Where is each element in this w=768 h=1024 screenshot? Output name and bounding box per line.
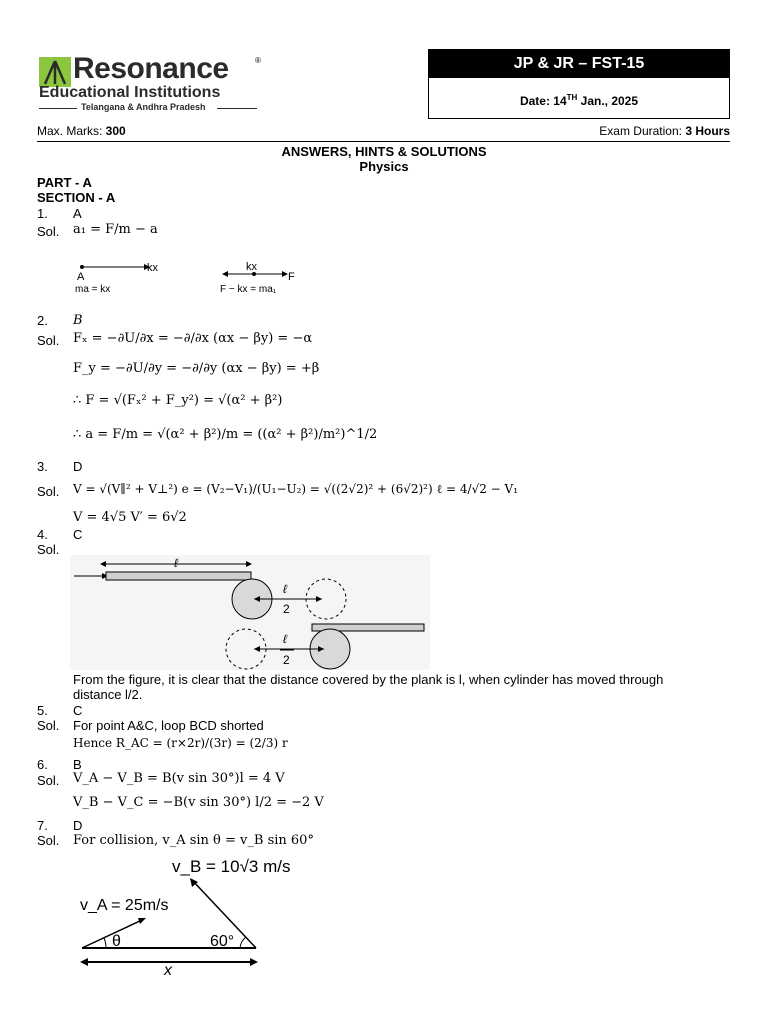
logo (39, 54, 264, 114)
q4-frac1-den: 2 (283, 602, 290, 616)
q3-number: 3. (37, 459, 48, 474)
q4-plank-cylinder-diagram (70, 555, 430, 670)
q6-sol-label: Sol. (37, 773, 60, 788)
q4-plank-top (106, 572, 251, 580)
q6-answer: B (73, 757, 82, 772)
subject-title: Physics (359, 159, 409, 174)
q3-answer: D (73, 459, 83, 474)
q1-answer: A (73, 206, 82, 221)
q7-answer: D (73, 818, 83, 833)
logo-line2: Telangana & Andhra Pradesh (81, 102, 206, 112)
q2-line4: ∴ a = F/m = √(α² + β²)/m = ((α² + β²)/m²)^1/2 (73, 427, 378, 442)
q4-answer: C (73, 527, 83, 542)
logo-divider-right (217, 108, 257, 109)
test-date (429, 78, 729, 121)
section-title: SECTION - A (37, 190, 116, 205)
q1-label-a: A (77, 271, 85, 283)
q2-number: 2. (37, 313, 48, 328)
max-marks-label: Max. Marks: (37, 124, 106, 138)
q1-kx-right: kx (246, 261, 257, 273)
q4-number: 4. (37, 527, 48, 542)
max-marks (37, 124, 126, 138)
q7-x-label: x (164, 962, 172, 979)
q7-va-label: v_A = 25m/s (80, 897, 169, 914)
logo-word: Resonance (73, 52, 229, 85)
q5-sol-label: Sol. (37, 718, 60, 733)
logo-divider-left (39, 108, 77, 109)
q6-number: 6. (37, 757, 48, 772)
q1-eq-right: F − kx = ma₁ (220, 284, 277, 295)
duration-value: 3 Hours (685, 124, 730, 138)
max-marks-value: 300 (105, 124, 126, 138)
q6-line1: V_A − V_B = B(v sin 30°)l = 4 V (73, 771, 285, 786)
q1-label-f: F (288, 271, 295, 283)
logo-line1: Educational Institutions (39, 84, 221, 101)
q3-line2: V = 4√5 V′ = 6√2 (73, 510, 187, 525)
q4-text1: From the figure, it is clear that the distance covered by the plank is l, when cylinder has moved through (73, 672, 664, 687)
exam-duration (599, 124, 730, 138)
q7-theta: θ (112, 933, 121, 950)
q4-sol-label: Sol. (37, 542, 60, 557)
q3-line1: V = √(V∥² + V⊥²) e = (V₂−V₁)/(U₁−U₂) = √((2√2)² + (6√2)²) ℓ = 4/√2 − V₁ (73, 482, 519, 496)
q1-kx-left: kx (147, 262, 158, 274)
q7-angle-60: 60° (210, 933, 235, 950)
q4-text2: distance l/2. (73, 687, 143, 702)
part-title: PART - A (37, 175, 92, 190)
q7-sol-label: Sol. (37, 833, 60, 848)
q3-sol-label: Sol. (37, 484, 60, 499)
q7-vb-label: v_B = 10√3 m/s (172, 857, 291, 876)
q2-line3: ∴ F = √(Fₓ² + F_y²) = √(α² + β²) (73, 393, 283, 408)
q4-l-top: ℓ (174, 556, 178, 570)
q1-sol-label: Sol. (37, 224, 60, 239)
q7-number: 7. (37, 818, 48, 833)
q2-line1: Fₓ = −∂U/∂x = −∂/∂x (αx − βy) = −α (73, 331, 313, 346)
main-title: ANSWERS, HINTS & SOLUTIONS (281, 144, 487, 159)
q1-number: 1. (37, 206, 48, 221)
q7-collision-diagram (76, 852, 296, 980)
q5-line2: Hence R_AC = (r×2r)/(3r) = (2/3) r (73, 736, 288, 750)
test-info-box (428, 49, 730, 119)
q5-number: 5. (37, 703, 48, 718)
q1-ma-kx: ma = kx (75, 284, 111, 295)
q2-line2: F_y = −∂U/∂y = −∂/∂y (αx − βy) = +β (73, 361, 320, 376)
duration-label: Exam Duration: (599, 124, 686, 138)
logo-registered: ® (255, 56, 261, 65)
date-sup: TH (566, 93, 578, 102)
q6-line2: V_B − V_C = −B(v sin 30°) l/2 = −2 V (73, 795, 324, 810)
q1-equation: a₁ = F/m − a (73, 222, 158, 237)
q4-frac1-num: ℓ (283, 582, 287, 596)
test-title: JP & JR – FST-15 (429, 50, 729, 78)
q1-force-diagram (70, 258, 320, 298)
q5-answer: C (73, 703, 83, 718)
q2-sol-label: Sol. (37, 333, 60, 348)
resonance-logo-icon (39, 57, 71, 87)
date-prefix: Date: 14 (519, 94, 567, 108)
q7-line1: For collision, v_A sin θ = v_B sin 60° (73, 833, 314, 848)
q4-frac2-den: 2 (283, 653, 290, 667)
q5-line1: For point A&C, loop BCD shorted (73, 718, 264, 733)
q2-answer: B (73, 313, 83, 328)
date-suffix: Jan., 2025 (577, 94, 639, 108)
header-rule (37, 141, 730, 142)
q4-frac2-num: ℓ (283, 632, 287, 646)
